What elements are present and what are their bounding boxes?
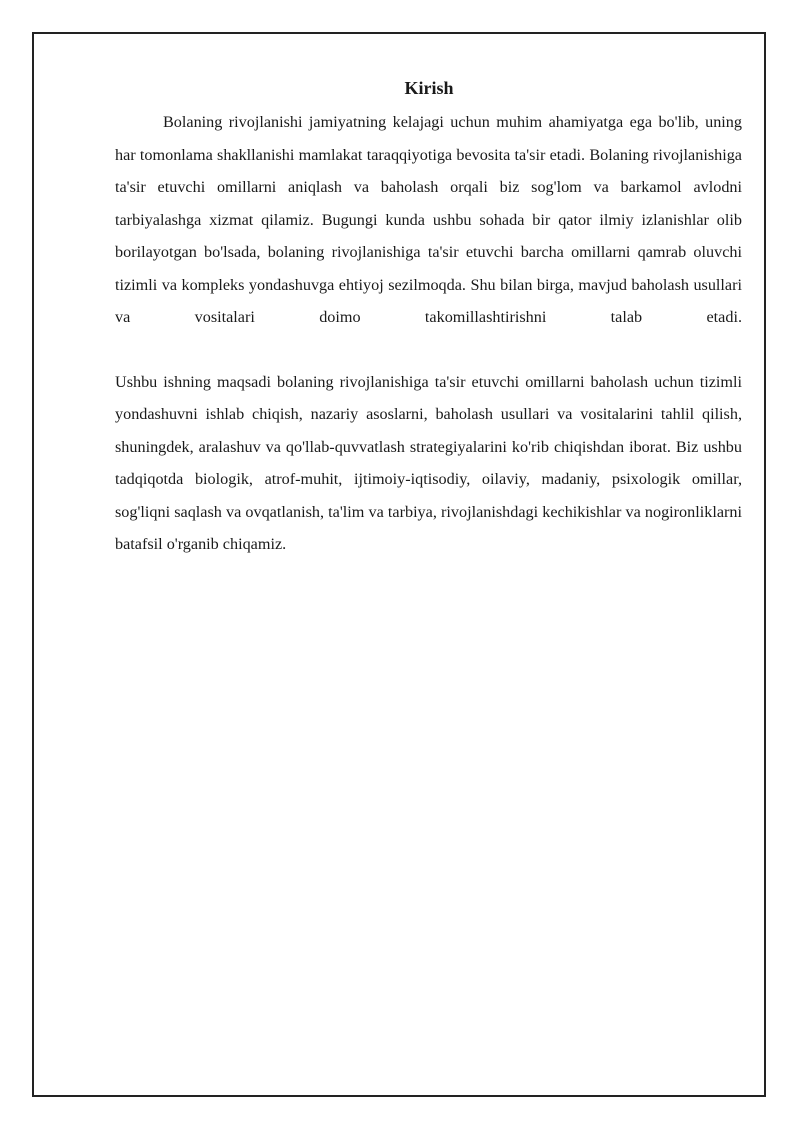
document-body	[115, 106, 742, 561]
paragraph-purpose: Ushbu ishning maqsadi bolaning rivojlanishiga ta'sir etuvchi omillarni baholash uchun tizimli yondashuvni ishlab chiqish, nazariy asoslarni, baholash usullari va vositalarini tahlil qilish, shuningdek, aralashuv va qo'llab-quvvatlash strategiyalarini ko'rib chiqishdan iborat. Biz ushbu tadqiqotda biologik, atrof-muhit, ijtimoiy-iqtisodiy, oilaviy, madaniy, psixologik omillar, sog'liqni saqlash va ovqatlanish, ta'lim va tarbiya, rivojlanishdagi kechikishlar va nogironliklarni batafsil o'rganib chiqamiz.	[115, 372, 742, 553]
section-heading: Kirish	[404, 78, 454, 98]
paragraph-introduction: Bolaning rivojlanishi jamiyatning kelajagi uchun muhim ahamiyatga ega bo'lib, uning har tomonlama shakllanishi mamlakat taraqqiyotiga bevosita ta'sir etadi. Bolaning rivojlanishiga ta'sir etuvchi omillarni aniqlash va baholash orqali biz sog'lom va barkamol avlodni tarbiyalashga xizmat qilamiz. Bugungi kunda ushbu sohada bir qator ilmiy izlanishlar olib borilayotgan bo'lsada, bolaning rivojlanishiga ta'sir etuvchi barcha omillarni qamrab oluvchi tizimli va kompleks yondashuvga ehtiyoj sezilmoqda. Shu bilan birga, mavjud baholash usullari va vositalari doimo takomillashtirishni talab etadi.	[115, 113, 742, 326]
